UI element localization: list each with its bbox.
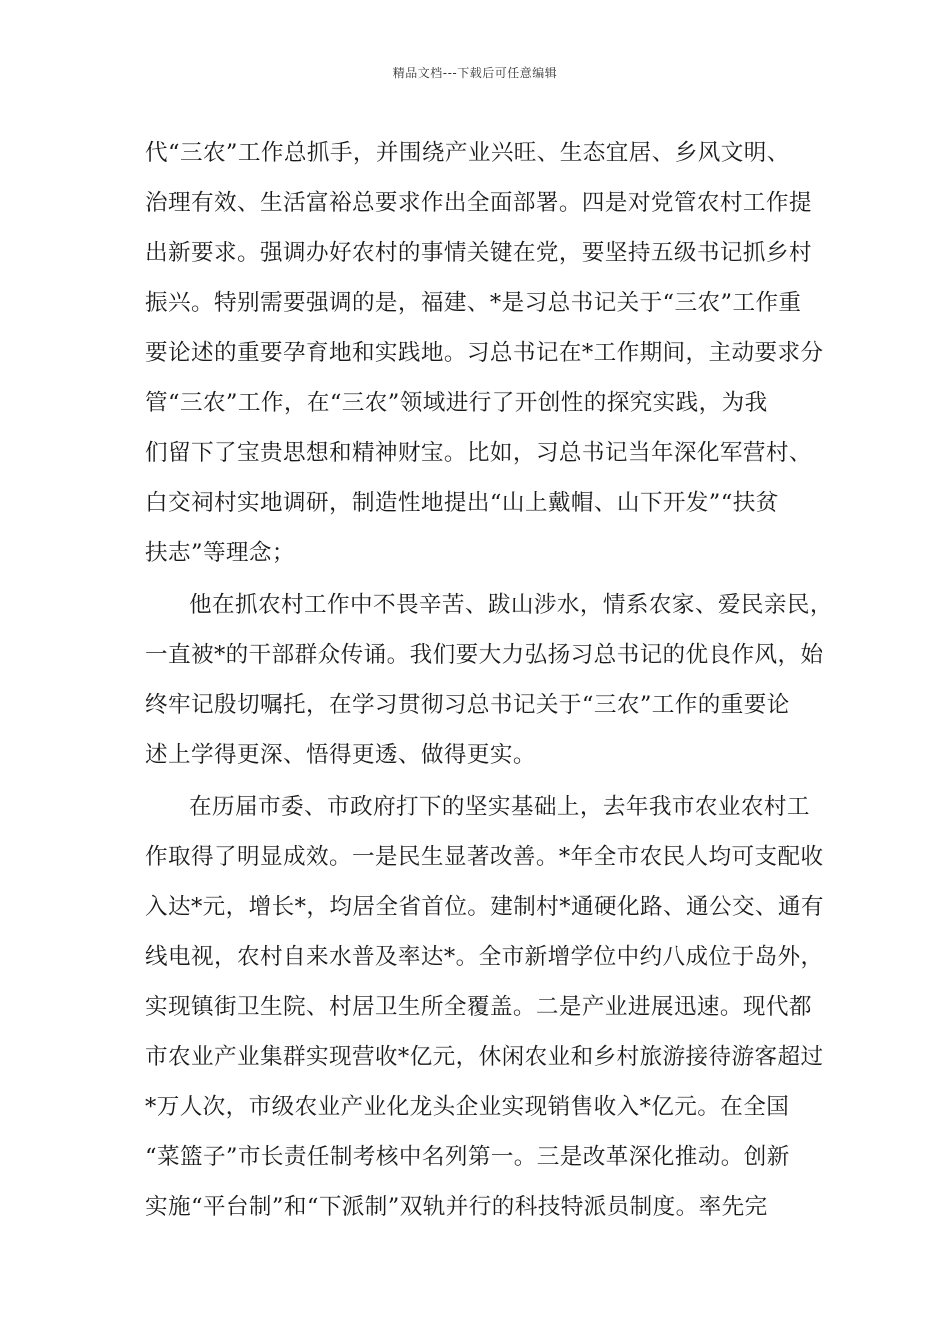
- text-line: 出新要求。强调办好农村的事情关键在党，要坚持五级书记抓乡村: [145, 240, 812, 266]
- text-line: 市农业产业集群实现营收*亿元，休闲农业和乡村旅游接待游客超过: [145, 1044, 824, 1070]
- text-line: 终牢记殷切嘱托，在学习贯彻习总书记关于“三农”工作的重要论: [145, 692, 790, 718]
- text-line: 们留下了宝贵思想和精神财宝。比如，习总书记当年深化军营村、: [145, 440, 812, 466]
- text-line: 作取得了明显成效。一是民生显著改善。*年全市农民人均可支配收: [145, 844, 824, 870]
- paragraph-start-line: 他在抓农村工作中不畏辛苦、跋山涉水，情系农家、爱民亲民，: [189, 592, 833, 618]
- text-line: 一直被*的干部群众传诵。我们要大力弘扬习总书记的优良作风，始: [145, 642, 824, 668]
- text-line: 振兴。特别需要强调的是，福建、*是习总书记关于“三农”工作重: [145, 290, 802, 316]
- text-line: 实施“平台制”和“下派制”双轨并行的科技特派员制度。率先完: [145, 1194, 768, 1220]
- text-line: 述上学得更深、悟得更透、做得更实。: [145, 742, 536, 768]
- text-line: 治理有效、生活富裕总要求作出全面部署。四是对党管农村工作提: [145, 190, 812, 216]
- text-line: 实现镇街卫生院、村居卫生所全覆盖。二是产业进展迅速。现代都: [145, 994, 812, 1020]
- text-line: 代“三农”工作总抓手，并围绕产业兴旺、生态宜居、乡风文明、: [145, 140, 790, 166]
- text-line: 要论述的重要孕育地和实践地。习总书记在*工作期间，主动要求分: [145, 340, 824, 366]
- page-header: 精品文档---下载后可任意编辑: [392, 66, 558, 80]
- document-body: [145, 128, 833, 1232]
- text-line: 扶志”等理念；: [145, 540, 295, 566]
- paragraph-start-line: 在历届市委、市政府打下的坚实基础上，去年我市农业农村工: [189, 794, 810, 820]
- text-line: 入达*元，增长*，均居全省首位。建制村*通硬化路、通公交、通有: [145, 894, 824, 920]
- text-line: 管“三农”工作，在“三农”领域进行了开创性的探究实践，为我: [145, 390, 768, 416]
- text-line: *万人次，市级农业产业化龙头企业实现销售收入*亿元。在全国: [145, 1094, 790, 1120]
- text-line: 白交祠村实地调研，制造性地提出“山上戴帽、山下开发”“扶贫: [145, 490, 779, 516]
- text-line: 线电视，农村自来水普及率达*。全市新增学位中约八成位于岛外，: [145, 944, 824, 970]
- text-line: “菜篮子”市长责任制考核中名列第一。三是改革深化推动。创新: [145, 1144, 790, 1170]
